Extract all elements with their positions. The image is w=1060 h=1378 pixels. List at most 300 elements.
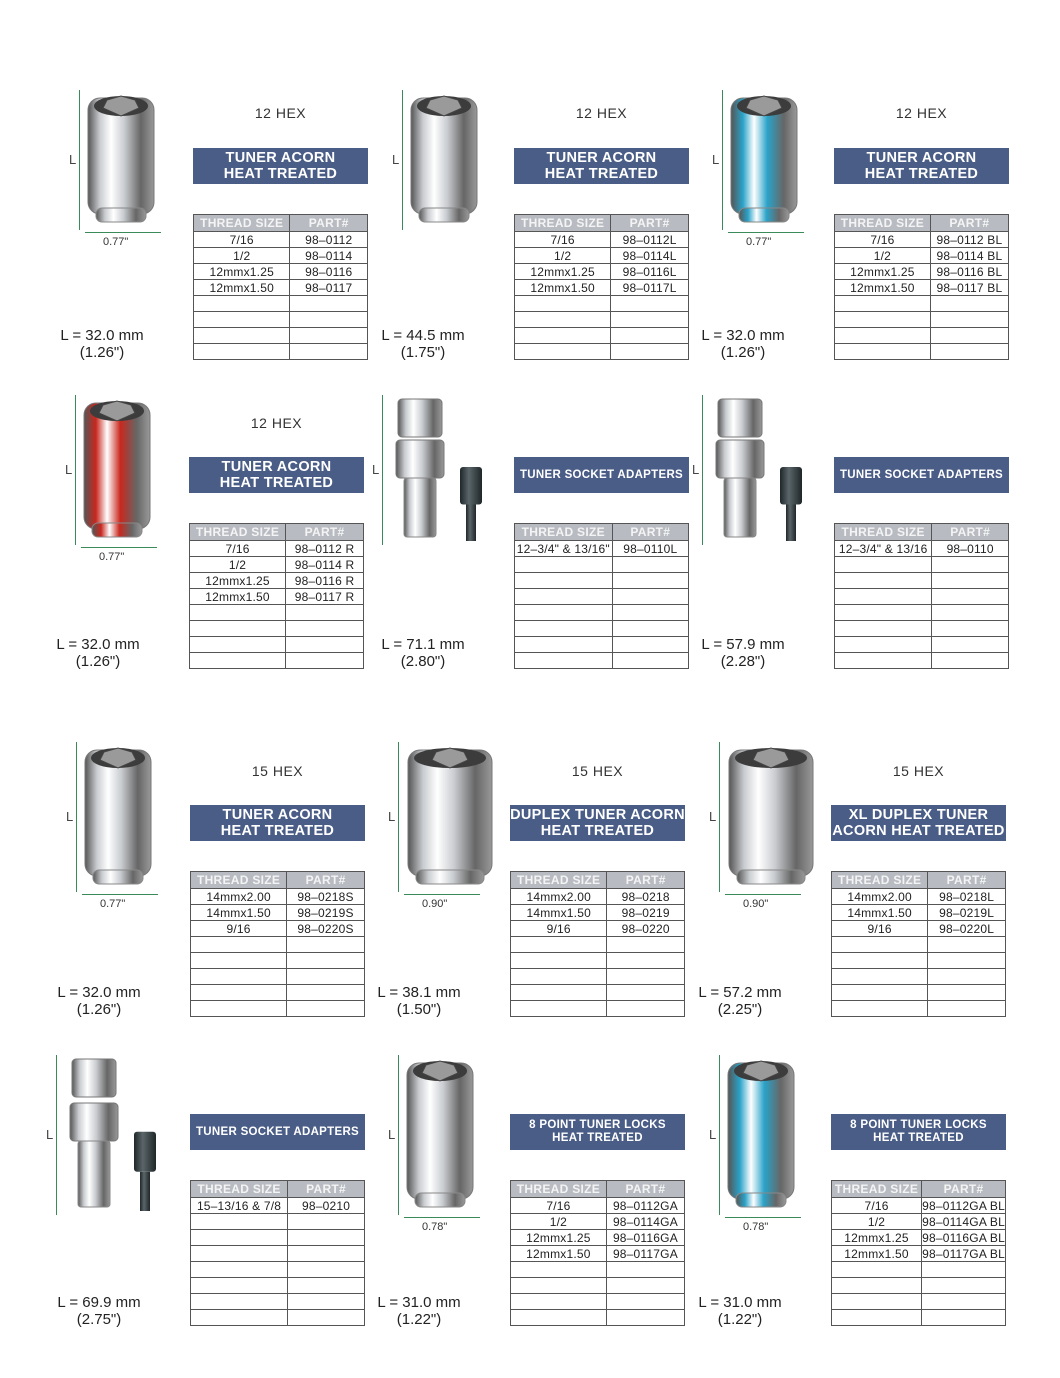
thread-size-cell bbox=[194, 296, 290, 312]
table-row bbox=[835, 280, 1009, 296]
table-row bbox=[835, 589, 1009, 605]
table-header-row bbox=[511, 1181, 685, 1198]
part-number-cell: 98–0219 bbox=[607, 905, 685, 921]
thread-size-cell: 1/2 bbox=[515, 248, 611, 264]
hex-size-label: 15 HEX bbox=[892, 763, 945, 779]
thread-size-cell bbox=[832, 1294, 922, 1310]
thread-size-cell bbox=[191, 1294, 288, 1310]
thread-size-cell: 12mmx1.25 bbox=[190, 573, 286, 589]
table-row bbox=[194, 248, 368, 264]
thread-size-cell: 1/2 bbox=[190, 557, 286, 573]
length-marker: L bbox=[709, 1127, 717, 1142]
part-number-cell bbox=[928, 937, 1006, 953]
part-number-cell: 98–0116 R bbox=[286, 573, 364, 589]
thread-size-cell bbox=[511, 1278, 607, 1294]
thread-size-cell bbox=[515, 328, 611, 344]
table-row bbox=[191, 985, 365, 1001]
thread-size-cell bbox=[835, 312, 931, 328]
thread-size-cell bbox=[191, 1310, 288, 1326]
product-title-line: TUNER SOCKET ADAPTERS bbox=[519, 468, 684, 481]
length-dimension-line bbox=[719, 742, 720, 892]
table-row bbox=[832, 969, 1006, 985]
part-number-cell bbox=[287, 969, 365, 985]
part-number-cell bbox=[287, 937, 365, 953]
part-number-header: PART# bbox=[287, 872, 365, 889]
thread-size-header: THREAD SIZE bbox=[511, 872, 607, 889]
length-dimension-line bbox=[56, 1055, 57, 1215]
part-number-cell bbox=[922, 1262, 1006, 1278]
part-number-cell bbox=[286, 653, 364, 669]
table-row bbox=[832, 953, 1006, 969]
part-number-cell bbox=[928, 953, 1006, 969]
table-row bbox=[832, 905, 1006, 921]
thread-size-cell bbox=[515, 296, 611, 312]
overall-length-label bbox=[678, 636, 808, 670]
part-number-cell bbox=[611, 344, 689, 360]
length-inches: (2.80") bbox=[400, 653, 446, 670]
table-row bbox=[515, 653, 689, 669]
table-row bbox=[190, 557, 364, 573]
table-row bbox=[832, 1214, 1006, 1230]
part-number-cell bbox=[612, 589, 688, 605]
table-row bbox=[835, 557, 1009, 573]
thread-size-cell bbox=[832, 1278, 922, 1294]
product-title-banner bbox=[514, 148, 689, 184]
part-number-cell bbox=[290, 296, 368, 312]
parts-table bbox=[834, 523, 1009, 669]
table-header-row bbox=[190, 524, 364, 541]
part-number-cell bbox=[607, 1001, 685, 1017]
product-title-line: TUNER ACORN bbox=[222, 807, 333, 823]
table-row bbox=[832, 1262, 1006, 1278]
table-row bbox=[832, 889, 1006, 905]
part-number-header: PART# bbox=[932, 524, 1009, 541]
part-number-cell bbox=[611, 312, 689, 328]
product-title-line: HEAT TREATED bbox=[544, 166, 659, 182]
thread-size-cell bbox=[832, 1001, 928, 1017]
width-dimension-label: 0.78" bbox=[743, 1221, 769, 1233]
overall-length-label bbox=[358, 327, 488, 361]
product-title-line: 8 POINT TUNER LOCKS bbox=[850, 1119, 987, 1131]
width-dimension-line bbox=[85, 232, 161, 233]
socket-adapter-image bbox=[704, 395, 814, 545]
table-header-row bbox=[511, 872, 685, 889]
thread-size-cell: 9/16 bbox=[191, 921, 287, 937]
width-dimension-label: 0.90" bbox=[422, 898, 448, 910]
table-row bbox=[191, 1246, 365, 1262]
part-number-header: PART# bbox=[928, 872, 1006, 889]
width-dimension-label: 0.77" bbox=[99, 551, 125, 563]
table-row bbox=[832, 1198, 1006, 1214]
part-number-cell bbox=[290, 344, 368, 360]
table-row bbox=[191, 953, 365, 969]
table-row bbox=[194, 312, 368, 328]
thread-size-cell: 14mmx1.50 bbox=[832, 905, 928, 921]
part-number-header: PART# bbox=[607, 872, 685, 889]
thread-size-cell bbox=[190, 637, 286, 653]
thread-size-cell bbox=[832, 937, 928, 953]
table-row bbox=[194, 280, 368, 296]
table-row bbox=[515, 589, 689, 605]
lug-nut-image bbox=[404, 90, 484, 230]
product-title-line: TUNER ACORN bbox=[546, 150, 657, 166]
width-dimension-label: 0.78" bbox=[422, 1221, 448, 1233]
product-title-banner bbox=[510, 805, 685, 841]
product-title-banner bbox=[831, 805, 1006, 841]
product-title-banner bbox=[514, 457, 689, 493]
parts-table bbox=[190, 1180, 365, 1326]
width-dimension-label: 0.90" bbox=[743, 898, 769, 910]
length-inches: (1.26") bbox=[75, 653, 121, 670]
part-number-cell bbox=[930, 296, 1008, 312]
length-dimension-line bbox=[719, 1055, 720, 1215]
thread-size-cell: 7/16 bbox=[835, 232, 931, 248]
part-number-cell: 98–0114 bbox=[290, 248, 368, 264]
table-row bbox=[515, 312, 689, 328]
part-number-cell bbox=[606, 1294, 684, 1310]
part-number-cell bbox=[288, 1294, 365, 1310]
thread-size-cell bbox=[835, 557, 932, 573]
table-row bbox=[832, 985, 1006, 1001]
thread-size-cell: 7/16 bbox=[190, 541, 286, 557]
width-dimension-label: 0.77" bbox=[103, 236, 129, 248]
table-row bbox=[191, 1262, 365, 1278]
length-marker: L bbox=[388, 1127, 396, 1142]
table-row bbox=[515, 264, 689, 280]
part-number-header: PART# bbox=[922, 1181, 1006, 1198]
table-row bbox=[511, 1310, 685, 1326]
table-row bbox=[194, 232, 368, 248]
width-dimension-line bbox=[404, 1217, 480, 1218]
part-number-cell: 98–0114GA BL bbox=[922, 1214, 1005, 1229]
part-number-cell bbox=[607, 953, 685, 969]
table-row bbox=[515, 621, 689, 637]
thread-size-cell bbox=[511, 969, 607, 985]
width-dimension-line bbox=[81, 547, 157, 548]
thread-size-cell bbox=[190, 653, 286, 669]
table-row bbox=[835, 296, 1009, 312]
part-number-header: PART# bbox=[611, 215, 689, 232]
length-inches: (2.75") bbox=[76, 1311, 122, 1328]
hex-size-label: 12 HEX bbox=[575, 105, 628, 121]
thread-size-cell: 9/16 bbox=[511, 921, 607, 937]
table-row bbox=[511, 969, 685, 985]
table-row bbox=[515, 605, 689, 621]
part-number-cell: 98–0112GA bbox=[606, 1198, 684, 1214]
part-number-cell: 98–0117GA BL bbox=[922, 1246, 1005, 1261]
overall-length-label bbox=[33, 636, 163, 670]
part-number-cell: 98–0116GA BL bbox=[922, 1230, 1005, 1245]
table-row bbox=[515, 328, 689, 344]
lug-nut-image bbox=[724, 90, 804, 230]
part-number-cell: 98–0116 bbox=[290, 264, 368, 280]
part-number-cell bbox=[606, 1278, 684, 1294]
table-row bbox=[835, 637, 1009, 653]
overall-length-label bbox=[37, 327, 167, 361]
table-row bbox=[515, 573, 689, 589]
length-dimension-line bbox=[76, 742, 77, 892]
length-mm: L = 31.0 mm bbox=[377, 1294, 461, 1311]
overall-length-label bbox=[34, 1294, 164, 1328]
thread-size-cell bbox=[835, 296, 931, 312]
thread-size-header: THREAD SIZE bbox=[191, 1181, 288, 1198]
part-number-cell: 98–0112 bbox=[290, 232, 368, 248]
table-row bbox=[190, 605, 364, 621]
part-number-cell: 98–0116 BL bbox=[930, 264, 1008, 280]
thread-size-cell bbox=[515, 605, 613, 621]
part-number-cell: 98–0220 bbox=[607, 921, 685, 937]
table-row bbox=[511, 1278, 685, 1294]
table-row bbox=[835, 312, 1009, 328]
table-header-row bbox=[515, 524, 689, 541]
length-marker: L bbox=[712, 152, 720, 167]
table-row bbox=[191, 905, 365, 921]
table-row bbox=[190, 621, 364, 637]
thread-size-cell: 14mmx1.50 bbox=[511, 905, 607, 921]
thread-size-cell: 7/16 bbox=[515, 232, 611, 248]
product-title-line: HEAT TREATED bbox=[552, 1132, 643, 1144]
part-number-cell bbox=[611, 328, 689, 344]
thread-size-cell: 9/16 bbox=[832, 921, 928, 937]
hex-size-label: 15 HEX bbox=[571, 763, 624, 779]
length-inches: (1.50") bbox=[396, 1001, 442, 1018]
length-dimension-line bbox=[398, 742, 399, 892]
part-number-cell bbox=[606, 1310, 684, 1326]
part-number-cell bbox=[932, 637, 1009, 653]
table-row bbox=[190, 637, 364, 653]
part-number-cell: 98–0112 BL bbox=[930, 232, 1008, 248]
thread-size-cell bbox=[191, 1262, 288, 1278]
table-row bbox=[511, 1214, 685, 1230]
thread-size-cell bbox=[191, 1246, 288, 1262]
part-number-cell bbox=[287, 953, 365, 969]
part-number-cell bbox=[286, 605, 364, 621]
width-dimension-line bbox=[725, 1217, 801, 1218]
part-number-cell: 98–0114GA bbox=[606, 1214, 684, 1230]
part-number-cell bbox=[286, 621, 364, 637]
thread-size-cell: 14mmx2.00 bbox=[832, 889, 928, 905]
table-row bbox=[835, 344, 1009, 360]
table-row bbox=[511, 1246, 685, 1262]
part-number-cell: 98–0218L bbox=[928, 889, 1006, 905]
table-row bbox=[191, 1214, 365, 1230]
thread-size-cell bbox=[835, 573, 932, 589]
overall-length-label bbox=[34, 984, 164, 1018]
width-dimension-label: 0.77" bbox=[746, 236, 772, 248]
product-title-line: HEAT TREATED bbox=[220, 823, 335, 839]
overall-length-label bbox=[354, 1294, 484, 1328]
thread-size-cell bbox=[191, 1278, 288, 1294]
product-title-line: XL DUPLEX TUNER bbox=[848, 807, 989, 823]
table-row bbox=[511, 1001, 685, 1017]
parts-table bbox=[831, 1180, 1006, 1326]
length-dimension-line bbox=[402, 90, 403, 230]
parts-table bbox=[510, 1180, 685, 1326]
part-number-cell: 98–0117 bbox=[290, 280, 368, 296]
length-mm: L = 69.9 mm bbox=[57, 1294, 141, 1311]
part-number-cell bbox=[286, 637, 364, 653]
product-title-line: HEAT TREATED bbox=[223, 166, 338, 182]
part-number-cell bbox=[612, 621, 688, 637]
length-mm: L = 32.0 mm bbox=[60, 327, 144, 344]
table-row bbox=[191, 1198, 365, 1214]
part-number-cell bbox=[932, 621, 1009, 637]
thread-size-cell bbox=[511, 937, 607, 953]
part-number-cell bbox=[287, 1001, 365, 1017]
length-mm: L = 38.1 mm bbox=[377, 984, 461, 1001]
product-title-line: HEAT TREATED bbox=[864, 166, 979, 182]
part-number-cell bbox=[606, 1262, 684, 1278]
part-number-cell: 98–0210 bbox=[288, 1198, 365, 1214]
part-number-cell bbox=[287, 985, 365, 1001]
table-row bbox=[515, 280, 689, 296]
thread-size-cell bbox=[832, 985, 928, 1001]
table-row bbox=[511, 1230, 685, 1246]
thread-size-cell bbox=[835, 589, 932, 605]
product-title-line: TUNER SOCKET ADAPTERS bbox=[839, 468, 1004, 481]
length-mm: L = 57.2 mm bbox=[698, 984, 782, 1001]
thread-size-cell: 12–3/4" & 13/16" bbox=[515, 541, 613, 557]
part-number-header: PART# bbox=[290, 215, 368, 232]
table-header-row bbox=[515, 215, 689, 232]
length-marker: L bbox=[46, 1127, 54, 1142]
table-row bbox=[832, 1246, 1006, 1262]
hex-size-label: 15 HEX bbox=[251, 763, 304, 779]
part-number-cell bbox=[607, 985, 685, 1001]
table-header-row bbox=[832, 1181, 1006, 1198]
part-number-cell bbox=[607, 969, 685, 985]
product-title-line: TUNER SOCKET ADAPTERS bbox=[195, 1125, 360, 1138]
product-title-banner bbox=[834, 148, 1009, 184]
width-dimension-line bbox=[725, 894, 801, 895]
part-number-cell bbox=[932, 589, 1009, 605]
thread-size-header: THREAD SIZE bbox=[511, 1181, 607, 1198]
length-inches: (2.28") bbox=[720, 653, 766, 670]
overall-length-label bbox=[675, 984, 805, 1018]
length-mm: L = 32.0 mm bbox=[57, 984, 141, 1001]
thread-size-cell bbox=[191, 1214, 288, 1230]
table-row bbox=[835, 264, 1009, 280]
overall-length-label bbox=[354, 984, 484, 1018]
part-number-cell bbox=[928, 1001, 1006, 1017]
product-title-line: HEAT TREATED bbox=[540, 823, 655, 839]
table-row bbox=[194, 264, 368, 280]
thread-size-cell bbox=[835, 605, 932, 621]
part-number-cell bbox=[612, 557, 688, 573]
table-row bbox=[515, 296, 689, 312]
table-row bbox=[835, 573, 1009, 589]
product-title-banner bbox=[831, 1114, 1006, 1150]
length-mm: L = 32.0 mm bbox=[56, 636, 140, 653]
part-number-cell bbox=[290, 328, 368, 344]
table-row bbox=[191, 1294, 365, 1310]
table-row bbox=[190, 653, 364, 669]
thread-size-cell bbox=[515, 573, 613, 589]
part-number-cell bbox=[930, 328, 1008, 344]
product-title-line: HEAT TREATED bbox=[219, 475, 334, 491]
overall-length-label bbox=[675, 1294, 805, 1328]
table-row bbox=[511, 921, 685, 937]
table-row bbox=[511, 1262, 685, 1278]
table-row bbox=[835, 605, 1009, 621]
length-inches: (1.26") bbox=[76, 1001, 122, 1018]
product-title-line: TUNER ACORN bbox=[866, 150, 977, 166]
part-number-cell bbox=[932, 653, 1009, 669]
part-number-cell bbox=[290, 312, 368, 328]
part-number-header: PART# bbox=[606, 1181, 684, 1198]
length-mm: L = 71.1 mm bbox=[381, 636, 465, 653]
thread-size-cell: 12mmx1.25 bbox=[835, 264, 931, 280]
table-row bbox=[191, 937, 365, 953]
length-dimension-line bbox=[722, 90, 723, 230]
table-row bbox=[515, 637, 689, 653]
thread-size-cell: 12–3/4" & 13/16 bbox=[835, 541, 932, 557]
parts-table bbox=[831, 871, 1006, 1017]
length-inches: (1.22") bbox=[717, 1311, 763, 1328]
thread-size-cell: 1/2 bbox=[835, 248, 931, 264]
overall-length-label bbox=[678, 327, 808, 361]
thread-size-cell bbox=[832, 953, 928, 969]
table-header-row bbox=[835, 524, 1009, 541]
length-dimension-line bbox=[382, 395, 383, 545]
thread-size-cell bbox=[835, 637, 932, 653]
thread-size-cell: 12mmx1.50 bbox=[835, 280, 931, 296]
parts-table bbox=[189, 523, 364, 669]
product-title-line: TUNER ACORN bbox=[225, 150, 336, 166]
table-row bbox=[191, 889, 365, 905]
thread-size-cell bbox=[191, 985, 287, 1001]
thread-size-cell: 14mmx2.00 bbox=[511, 889, 607, 905]
length-marker: L bbox=[388, 809, 396, 824]
part-number-cell bbox=[288, 1310, 365, 1326]
part-number-cell: 98–0110 bbox=[932, 541, 1009, 557]
table-row bbox=[194, 344, 368, 360]
thread-size-cell bbox=[194, 312, 290, 328]
part-number-cell: 98–0219L bbox=[928, 905, 1006, 921]
thread-size-cell bbox=[832, 1262, 922, 1278]
table-row bbox=[191, 969, 365, 985]
hex-size-label: 12 HEX bbox=[254, 105, 307, 121]
table-row bbox=[511, 905, 685, 921]
table-row bbox=[832, 1294, 1006, 1310]
table-row bbox=[832, 921, 1006, 937]
part-number-cell: 98–0112L bbox=[611, 232, 689, 248]
width-dimension-label: 0.77" bbox=[100, 898, 126, 910]
table-row bbox=[191, 1278, 365, 1294]
part-number-cell: 98–0114L bbox=[611, 248, 689, 264]
parts-table bbox=[514, 214, 689, 360]
length-dimension-line bbox=[398, 1055, 399, 1215]
length-mm: L = 32.0 mm bbox=[701, 327, 785, 344]
lug-nut-image bbox=[78, 742, 158, 892]
part-number-cell: 98–0112GA BL bbox=[922, 1198, 1005, 1213]
part-number-header: PART# bbox=[612, 524, 688, 541]
thread-size-header: THREAD SIZE bbox=[832, 872, 928, 889]
part-number-cell bbox=[930, 312, 1008, 328]
thread-size-header: THREAD SIZE bbox=[194, 215, 290, 232]
thread-size-cell bbox=[832, 969, 928, 985]
table-row bbox=[515, 232, 689, 248]
part-number-cell bbox=[922, 1294, 1006, 1310]
thread-size-cell: 12mmx1.50 bbox=[190, 589, 286, 605]
table-row bbox=[190, 573, 364, 589]
length-marker: L bbox=[66, 809, 74, 824]
table-row bbox=[194, 328, 368, 344]
thread-size-header: THREAD SIZE bbox=[835, 215, 931, 232]
parts-table bbox=[834, 214, 1009, 360]
product-title-banner bbox=[510, 1114, 685, 1150]
length-marker: L bbox=[692, 462, 700, 477]
